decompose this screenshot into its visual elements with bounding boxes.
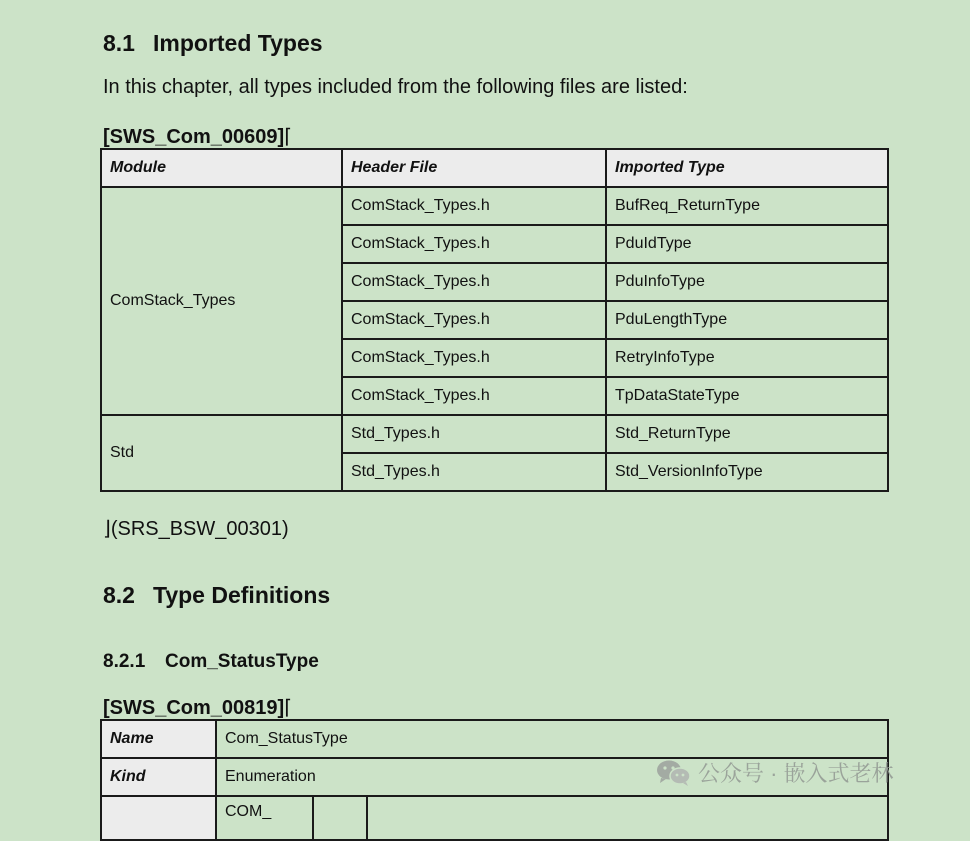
requirement-close [103, 516, 289, 541]
intro-paragraph: In this chapter, all types included from the following files are listed: [103, 76, 688, 98]
kind-label-cell: Kind [101, 758, 216, 796]
header-file-cell: ComStack_Types.h [342, 263, 606, 301]
table-header-row [101, 149, 888, 187]
column-header-imported-type: Imported Type [606, 149, 888, 187]
imported-type-cell: Std_ReturnType [606, 415, 888, 453]
requirement-close-bracket: ⌋ [103, 518, 111, 540]
header-file-cell: Std_Types.h [342, 415, 606, 453]
imported-types-table [100, 148, 889, 492]
table-row [101, 720, 888, 758]
requirement-id: [SWS_Com_00819] [103, 697, 285, 719]
module-cell: ComStack_Types [101, 187, 342, 415]
section-title: Com_StatusType [165, 651, 319, 672]
section-number: 8.2.1 [103, 651, 146, 672]
header-file-cell: ComStack_Types.h [342, 339, 606, 377]
imported-type-cell: PduLengthType [606, 301, 888, 339]
table-row [101, 415, 888, 453]
section-number: 8.1 [103, 30, 135, 56]
kind-value-cell: Enumeration [216, 758, 888, 796]
header-file-cell: ComStack_Types.h [342, 225, 606, 263]
section-heading-8-1 [103, 30, 323, 57]
requirement-id-00609 [103, 124, 292, 149]
wechat-icon [656, 759, 692, 787]
imported-type-cell: RetryInfoType [606, 339, 888, 377]
section-number: 8.2 [103, 582, 135, 608]
section-title: Imported Types [153, 30, 323, 56]
imported-type-cell: TpDataStateType [606, 377, 888, 415]
partial-cell [313, 796, 367, 840]
requirement-open-bracket: ⌈ [284, 126, 292, 148]
name-value-cell: Com_StatusType [216, 720, 888, 758]
requirement-id: [SWS_Com_00609] [103, 126, 285, 148]
requirement-trace: (SRS_BSW_00301) [110, 518, 289, 540]
table-row [101, 796, 888, 840]
requirement-open-bracket: ⌈ [284, 697, 292, 719]
imported-type-cell: PduIdType [606, 225, 888, 263]
section-heading-8-2 [103, 582, 330, 609]
requirement-id-00819 [103, 695, 292, 720]
watermark [656, 757, 894, 788]
header-file-cell: ComStack_Types.h [342, 377, 606, 415]
section-heading-8-2-1 [103, 651, 319, 673]
section-title: Type Definitions [153, 582, 331, 608]
name-label-cell: Name [101, 720, 216, 758]
imported-type-cell: BufReq_ReturnType [606, 187, 888, 225]
header-file-cell: ComStack_Types.h [342, 301, 606, 339]
header-file-cell: ComStack_Types.h [342, 187, 606, 225]
partial-value-cell: COM_ [216, 796, 313, 840]
column-header-module: Module [101, 149, 342, 187]
watermark-text: 公众号 · 嵌入式老林 [698, 761, 894, 786]
header-file-cell: Std_Types.h [342, 453, 606, 491]
table-row [101, 187, 888, 225]
imported-type-cell: PduInfoType [606, 263, 888, 301]
partial-label-cell [101, 796, 216, 840]
module-cell: Std [101, 415, 342, 491]
partial-cell [367, 796, 888, 840]
column-header-header-file: Header File [342, 149, 606, 187]
imported-type-cell: Std_VersionInfoType [606, 453, 888, 491]
